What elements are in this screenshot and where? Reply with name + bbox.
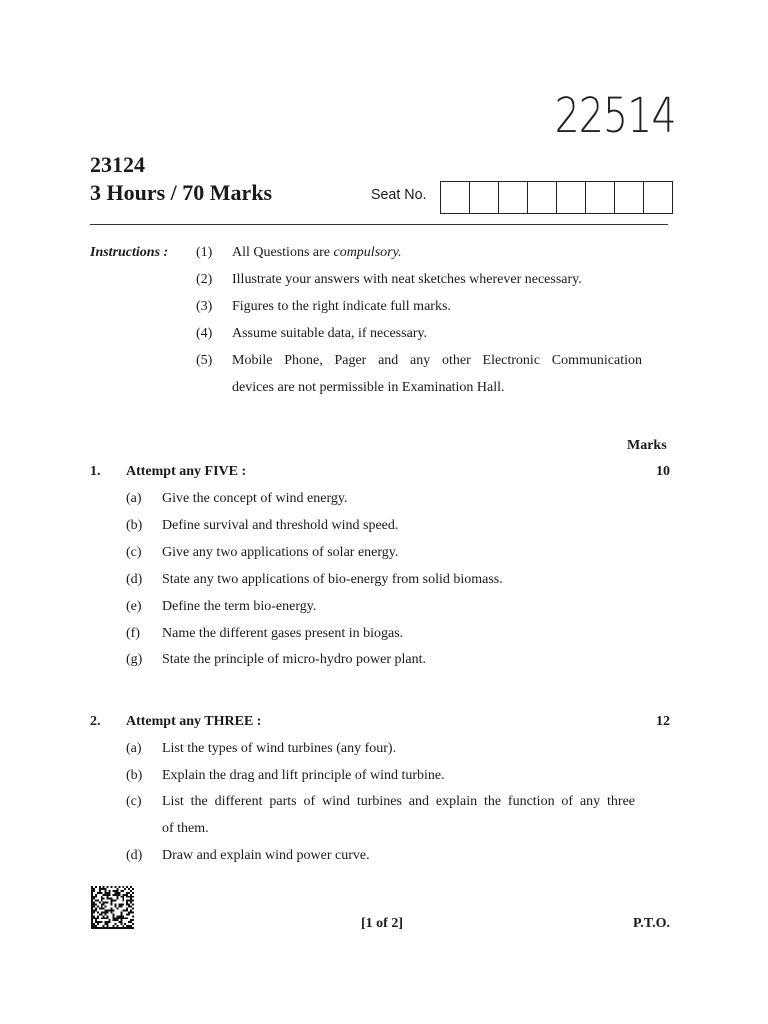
subquestion-text: Define survival and threshold wind speed. <box>162 518 399 533</box>
subject-code: 22514 <box>554 88 676 144</box>
subquestion-label: (c) <box>126 794 142 809</box>
instruction-text: Mobile Phone, Pager and any other Electronic Communication <box>232 353 642 368</box>
page-number: [1 of 2] <box>361 916 403 931</box>
instruction-text: Illustrate your answers with neat sketches wherever necessary. <box>232 272 582 287</box>
subquestion-label: (e) <box>126 599 142 614</box>
instruction-text: Figures to the right indicate full marks. <box>232 299 451 314</box>
subquestion-text: Give the concept of wind energy. <box>162 491 348 506</box>
subquestion-text: Define the term bio-energy. <box>162 599 317 614</box>
subquestion-text: List the types of wind turbines (any four). <box>162 741 397 756</box>
instruction-text: Assume suitable data, if necessary. <box>232 326 428 341</box>
instruction-number: (5) <box>196 353 213 368</box>
instructions-label: Instructions : <box>90 245 169 260</box>
instruction-number: (1) <box>196 245 213 260</box>
subquestion-label: (g) <box>126 652 143 667</box>
marks-heading: Marks <box>627 438 667 453</box>
subquestion-text: Name the different gases present in biogas. <box>162 626 404 641</box>
question-number: 1. <box>90 464 101 479</box>
instruction-text: All Questions are compulsory. <box>232 245 402 260</box>
subquestion-text-continued: of them. <box>162 821 209 836</box>
seat-digit-box[interactable] <box>499 182 528 213</box>
subquestion-label: (f) <box>126 626 140 641</box>
seat-digit-box[interactable] <box>470 182 499 213</box>
seat-digit-box[interactable] <box>528 182 557 213</box>
seat-digit-box[interactable] <box>644 182 672 213</box>
header-divider <box>90 224 668 225</box>
duration-marks: 3 Hours / 70 Marks <box>90 180 273 205</box>
seat-digit-box[interactable] <box>557 182 586 213</box>
subquestion-label: (d) <box>126 848 143 863</box>
seat-digit-box[interactable] <box>615 182 644 213</box>
subquestion-label: (b) <box>126 768 143 783</box>
question-title: Attempt any THREE : <box>126 714 262 729</box>
instruction-number: (4) <box>196 326 213 341</box>
subquestion-label: (c) <box>126 545 142 560</box>
instruction-number: (3) <box>196 299 213 314</box>
subquestion-text: Explain the drag and lift principle of wind turbine. <box>162 768 445 783</box>
question-marks: 10 <box>656 464 670 479</box>
question-marks: 12 <box>656 714 670 729</box>
subquestion-text: Draw and explain wind power curve. <box>162 848 370 863</box>
seat-number-boxes[interactable] <box>440 181 673 214</box>
instruction-text-continued: devices are not permissible in Examination Hall. <box>232 380 505 395</box>
question-title: Attempt any FIVE : <box>126 464 247 479</box>
seat-digit-box[interactable] <box>441 182 470 213</box>
pto-label: P.T.O. <box>633 916 670 931</box>
subquestion-text: List the different parts of wind turbines and explain the function of any three <box>162 794 635 809</box>
subquestion-label: (a) <box>126 741 142 756</box>
subquestion-text: State the principle of micro-hydro power plant. <box>162 652 426 667</box>
question-number: 2. <box>90 714 101 729</box>
subquestion-label: (a) <box>126 491 142 506</box>
seat-digit-box[interactable] <box>586 182 615 213</box>
subquestion-label: (b) <box>126 518 143 533</box>
instruction-number: (2) <box>196 272 213 287</box>
subquestion-text: State any two applications of bio-energy from solid biomass. <box>162 572 503 587</box>
qr-code-icon <box>91 886 134 929</box>
subquestion-text: Give any two applications of solar energy. <box>162 545 399 560</box>
seat-number-label: Seat No. <box>371 186 427 203</box>
subquestion-label: (d) <box>126 572 143 587</box>
paper-code: 23124 <box>90 152 145 177</box>
instruction-emphasis: compulsory. <box>333 245 402 260</box>
